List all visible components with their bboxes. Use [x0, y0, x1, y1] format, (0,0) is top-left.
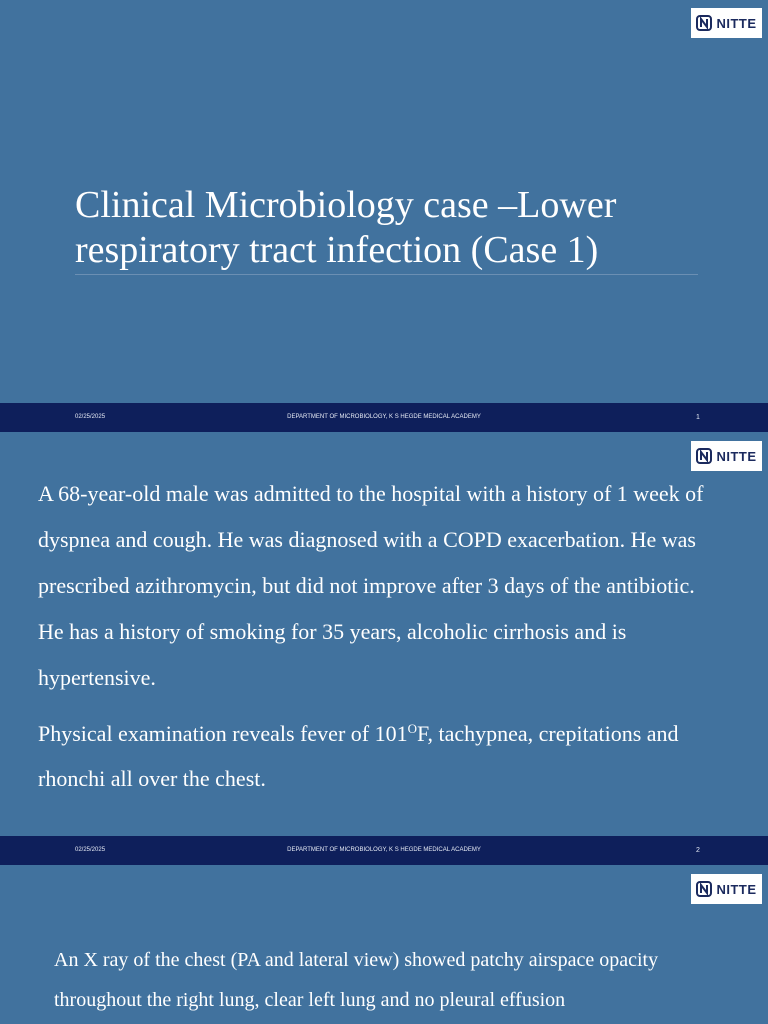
exam-text-prefix: Physical examination reveals fever of 101 — [38, 721, 408, 746]
nitte-logo-icon — [696, 448, 712, 464]
slide-footer — [0, 403, 768, 432]
slide-3 — [0, 866, 768, 1024]
footer-date: 02/25/2025 — [75, 847, 106, 853]
footer-department: DEPARTMENT OF MICROBIOLOGY, K S HEGDE MEDICAL ACADEMY — [287, 847, 481, 853]
nitte-logo-icon — [696, 881, 712, 897]
xray-findings-text: An X ray of the chest (PA and lateral view) showed patchy airspace opacity throughout the right lung, clear left lung and no pleural effusion — [54, 949, 659, 1011]
nitte-logo — [691, 8, 762, 38]
exam-text-suffix: F, tachypnea, crepitations and rhonchi all over the chest. — [38, 721, 679, 791]
nitte-logo — [691, 874, 762, 904]
slide-number: 2 — [696, 847, 700, 854]
physical-exam-paragraph — [38, 711, 708, 801]
case-history-paragraph: A 68-year-old male was admitted to the hospital with a history of 1 week of dyspnea and cough. He was diagnosed with a COPD exacerbation. He was prescribed azithromycin, but did not improve after 3 days of the antibiotic. He has a history of smoking for 35 years, alcoholic cirrhosis and is hypertensive. — [38, 481, 704, 690]
title-divider — [75, 274, 698, 275]
nitte-logo-icon — [696, 15, 712, 31]
case-history-text — [38, 471, 708, 801]
footer-date: 02/25/2025 — [75, 414, 106, 420]
slide-number: 1 — [696, 414, 700, 421]
slide-2 — [0, 433, 768, 865]
nitte-logo — [691, 441, 762, 471]
degree-superscript: O — [407, 721, 417, 736]
slide-title: Clinical Microbiology case –Lower respiratory tract infection (Case 1) — [75, 184, 617, 271]
logo-text: NITTE — [716, 15, 757, 31]
slide-footer — [0, 836, 768, 865]
footer-department: DEPARTMENT OF MICROBIOLOGY, K S HEGDE MEDICAL ACADEMY — [287, 414, 481, 420]
logo-text: NITTE — [716, 881, 757, 897]
slide-1 — [0, 0, 768, 432]
logo-text: NITTE — [716, 448, 757, 464]
